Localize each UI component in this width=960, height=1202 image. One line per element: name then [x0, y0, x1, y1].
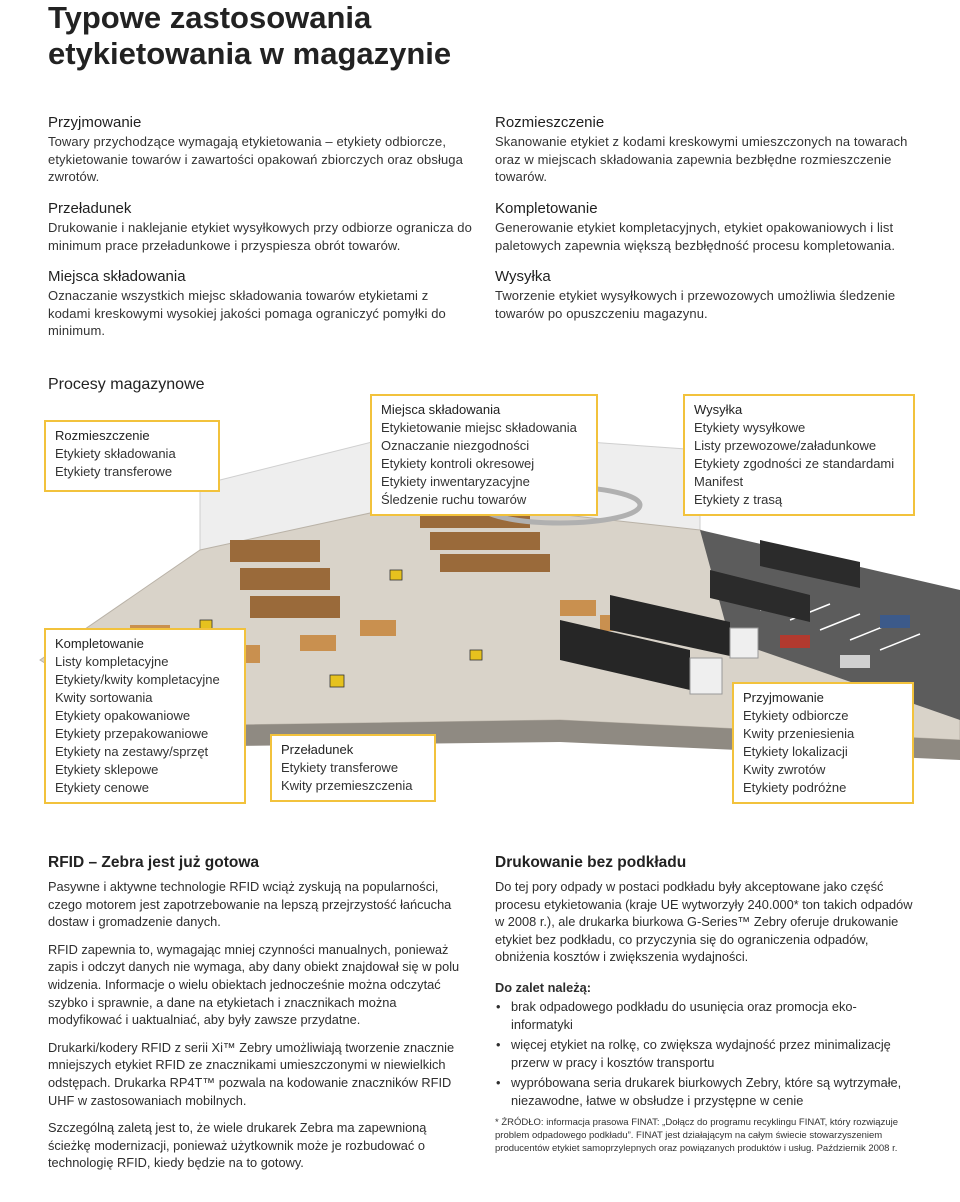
section-przeladunek [48, 200, 473, 254]
advantages-heading: Do zalet należą: [495, 979, 592, 995]
section-wysylka [495, 268, 920, 322]
section-miejsca-skladowania [48, 268, 473, 340]
section-heading: Wysyłka [495, 268, 551, 285]
box-rozmieszczenie [44, 420, 220, 492]
box-miejsca-skladowania [370, 394, 598, 516]
box-item: Etykiety sklepowe [55, 762, 159, 777]
box-item: Etykiety na zestawy/sprzęt [55, 744, 209, 759]
box-heading: Wysyłka [694, 402, 743, 417]
rfid-column [48, 854, 468, 1182]
box-przeladunek [270, 734, 436, 802]
page-title-line2: etykietowania w magazynie [48, 36, 452, 71]
advantages-list [495, 998, 915, 1110]
box-przyjmowanie [732, 682, 914, 804]
section-body: Drukowanie i naklejanie etykiet wysyłkowych przy odbiorze ogranicza do minimum prace przeładunkowe i przyspiesza obrót towarów. [48, 220, 472, 253]
rfid-paragraph: Drukarki/kodery RFID z serii Xi™ Zebry umożliwiają tworzenie znacznie mniejszych etykiet RFID ze znacznikami umieszczonymi w niewielkich odstępach. Drukarka RP4T™ pozwala na kodowanie znaczników RFID UHF w zastosowaniach mobilnych. [48, 1039, 455, 1108]
box-item: Etykiety opakowaniowe [55, 708, 191, 723]
section-body: Towary przychodzące wymagają etykietowania – etykiety odbiorcze, etykietowanie towarów i zawartości opakowań zbiorczych oraz obsługa zwrotów. [48, 134, 463, 185]
list-item [495, 1074, 915, 1109]
box-heading: Przeładunek [281, 742, 354, 757]
section-przyjmowanie [48, 114, 473, 186]
box-item: Etykiety lokalizacji [743, 744, 848, 759]
list-item-text: brak odpadowego podkładu do usunięcia oraz promocja eko-informatyki [511, 998, 857, 1032]
list-item-text: wypróbowana seria drukarek biurkowych Zebry, które są wytrzymałe, niezawodne, łatwe w obsłudze i przystępne w cenie [511, 1075, 902, 1108]
box-item: Listy kompletacyjne [55, 654, 169, 669]
section-rozmieszczenie [495, 114, 920, 186]
section-kompletowanie [495, 200, 925, 254]
box-item: Etykiety przepakowaniowe [55, 726, 209, 741]
box-item: Etykiety kontroli okresowej [381, 456, 535, 471]
bullet-icon: • [496, 1075, 501, 1091]
box-item: Etykietowanie miejsc składowania [381, 420, 577, 435]
box-item: Etykiety odbiorcze [743, 708, 849, 723]
box-item: Etykiety transferowe [281, 760, 399, 775]
list-item-text: więcej etykiet na rolkę, co zwiększa wydajność przez minimalizację przerw w pracy i kosztów transportu [511, 1037, 891, 1070]
box-item: Manifest [694, 474, 744, 489]
box-item: Kwity sortowania [55, 690, 153, 705]
bullet-icon: • [496, 1037, 501, 1053]
box-item: Etykiety składowania [55, 446, 176, 461]
list-item [495, 1036, 915, 1071]
list-item [495, 998, 915, 1033]
box-item: Etykiety/kwity kompletacyjne [55, 672, 220, 687]
linerless-title: Drukowanie bez podkładu [495, 854, 687, 871]
box-kompletowanie [44, 628, 246, 804]
section-body: Skanowanie etykiet z kodami kreskowymi umieszczonych na towarach oraz w miejscach składowania zapewnia bezbłędne rozmieszczenie towarów. [495, 134, 908, 185]
section-heading: Kompletowanie [495, 200, 598, 217]
box-item: Etykiety z trasą [694, 492, 783, 507]
page-title [48, 0, 748, 72]
box-item: Kwity przeniesienia [743, 726, 855, 741]
box-item: Kwity zwrotów [743, 762, 826, 777]
box-item: Etykiety cenowe [55, 780, 149, 795]
box-item: Oznaczanie niezgodności [381, 438, 530, 453]
box-heading: Przyjmowanie [743, 690, 824, 705]
box-item: Śledzenie ruchu towarów [381, 492, 527, 507]
section-heading: Miejsca składowania [48, 268, 186, 285]
linerless-column [495, 854, 915, 1164]
linerless-paragraph: Do tej pory odpady w postaci podkładu były akceptowane jako część procesu etykietowania (kraje UE wytworzyły 240.000* ton takich odpadów w 2008 r.), ale drukarka biurkowa G-Series™ Zebry oferuje drukowanie etykiet bez podkładu, co przyczynia się do ograniczenia odpadów, obniżenia kosztów i zwiększenia wydajności. [495, 879, 913, 965]
page-title-line1: Typowe zastosowania [48, 0, 372, 35]
box-item: Listy przewozowe/załadunkowe [694, 438, 877, 453]
box-item: Etykiety wysyłkowe [694, 420, 806, 435]
box-item: Etykiety transferowe [55, 464, 173, 479]
box-item: Kwity przemieszczenia [281, 778, 413, 793]
box-item: Etykiety podróżne [743, 780, 847, 795]
rfid-paragraph: Pasywne i aktywne technologie RFID wciąż zyskują na popularności, czego motorem jest zapotrzebowanie na lepszą przejrzystość łańcucha dostaw i gromadzenie danych. [48, 879, 452, 930]
rfid-title: RFID – Zebra jest już gotowa [48, 854, 259, 871]
section-heading: Przyjmowanie [48, 114, 142, 131]
box-heading: Rozmieszczenie [55, 428, 150, 443]
box-heading: Kompletowanie [55, 636, 144, 651]
rfid-paragraph: RFID zapewnia to, wymagając mniej czynności manualnych, ponieważ zapis i odczyt danych nie wymaga, aby dany obiekt znajdował się w polu widzenia. Informacje o wielu obiektach jednocześnie można odczytać szybko i sprawnie, a dane na etykietach i znacznikach można modyfikować i uaktualniać, aby były zawsze przydatne. [48, 941, 460, 1028]
procesy-heading: Procesy magazynowe [48, 376, 205, 393]
box-item: Etykiety inwentaryzacyjne [381, 474, 530, 489]
section-body: Generowanie etykiet kompletacyjnych, etykiet opakowaniowych i list paletowych zapewnia większą bezbłędność procesu kompletowania. [495, 220, 896, 253]
box-item: Etykiety zgodności ze standardami [694, 456, 895, 471]
section-heading: Rozmieszczenie [495, 114, 605, 131]
section-body: Tworzenie etykiet wysyłkowych i przewozowych umożliwia śledzenie towarów po opuszczeniu magazynu. [495, 288, 896, 321]
section-heading: Przeładunek [48, 200, 132, 217]
box-wysylka [683, 394, 915, 516]
footnote: * ŹRÓDŁO: informacja prasowa FINAT: „Dołącz do programu recyklingu FINAT, który rozwiązuje problem odpadowego podkładu”. FINAT jest działającym na całym świecie stowarzyszeniem producentów etykiet samoprzylepnych oraz powiązanych produktów i usług. Październik 2008 r. [495, 1116, 898, 1154]
rfid-paragraph: Szczególną zaletą jest to, że wiele drukarek Zebra ma zapewnioną ścieżkę modernizacji, ponieważ użytkownik może je rozbudować o technologię RFID, kiedy będzie na to gotowy. [48, 1120, 427, 1171]
bullet-icon: • [496, 998, 501, 1014]
box-heading: Miejsca składowania [381, 402, 501, 417]
section-body: Oznaczanie wszystkich miejsc składowania towarów etykietami z kodami kreskowymi wysokiej jakości pomaga ograniczyć pomyłki do minimum. [48, 288, 446, 339]
